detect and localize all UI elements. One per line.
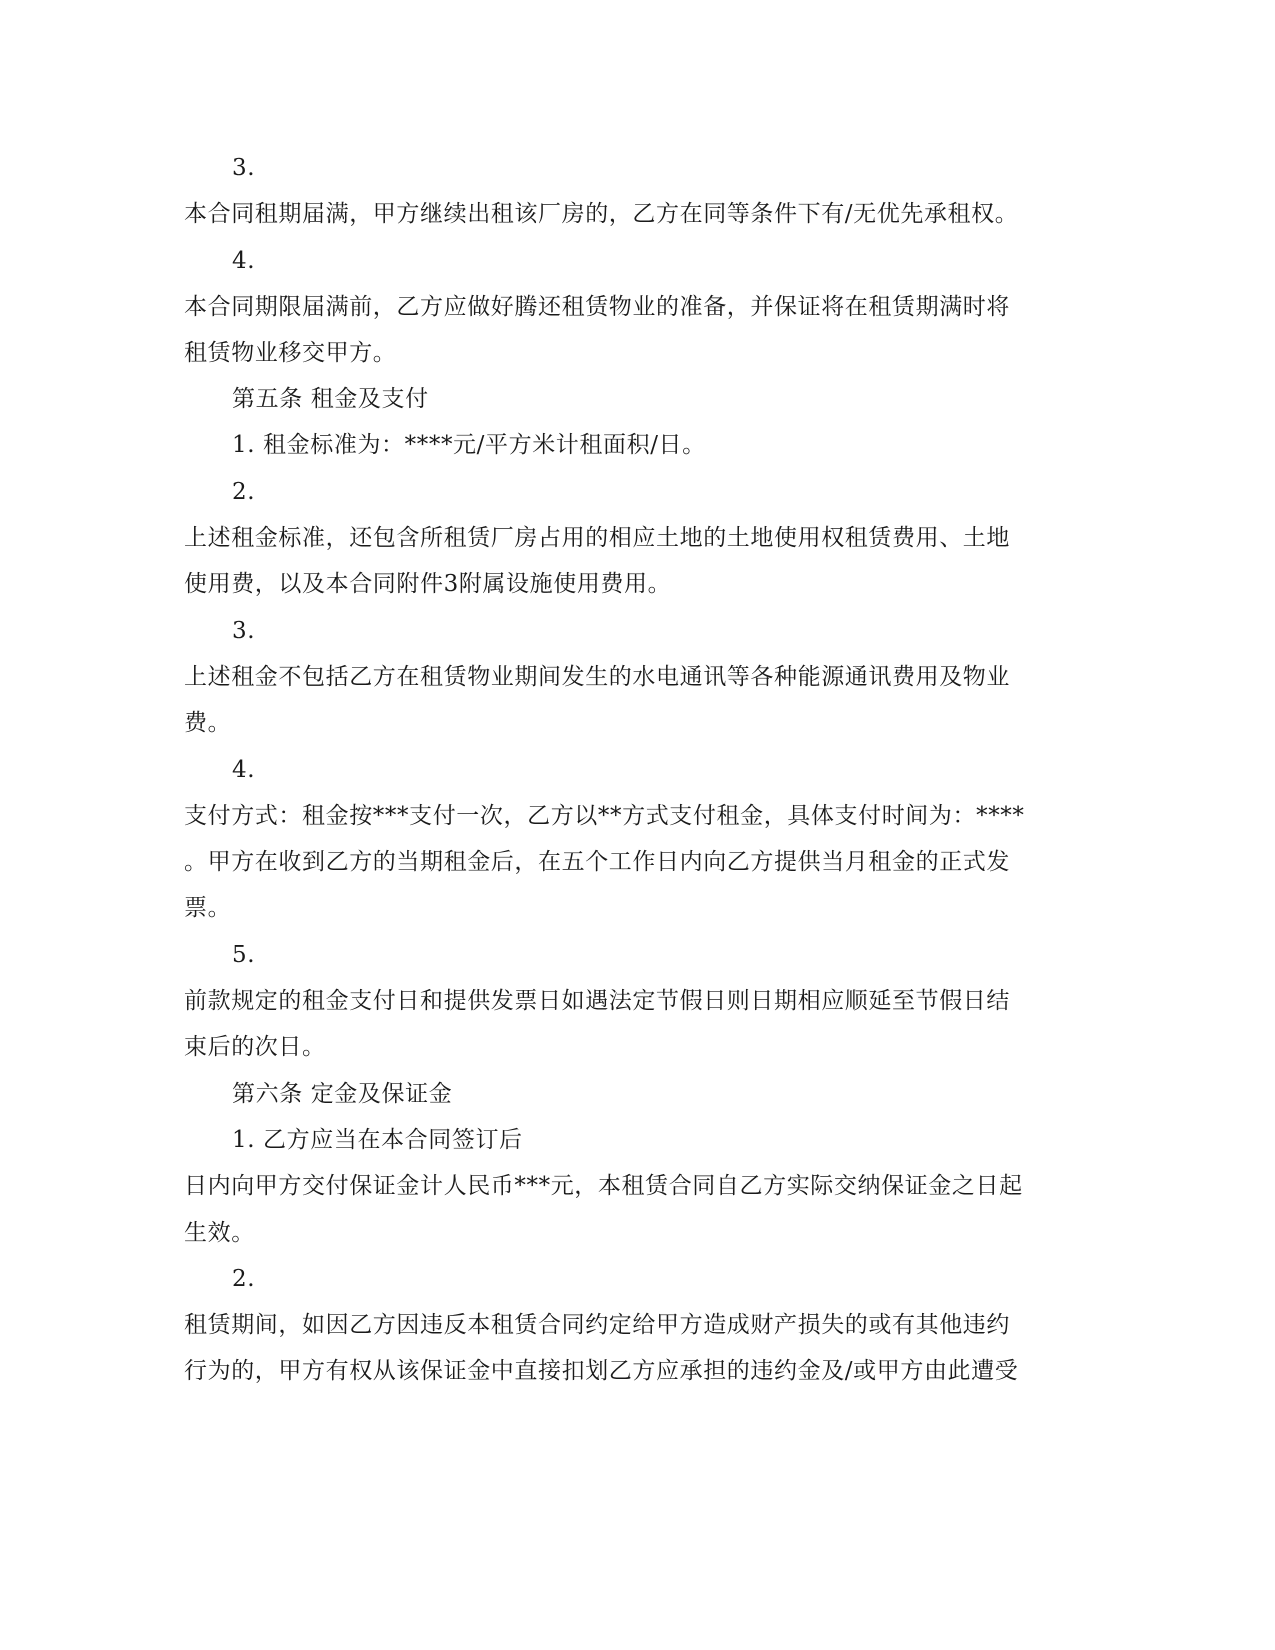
item-number: 3.: [232, 618, 256, 644]
paragraph-line: 前款规定的租金支付日和提供发票日如遇法定节假日则日期相应顺延至节假日结: [184, 988, 1010, 1014]
item-number: 4.: [232, 248, 256, 274]
paragraph-line: 行为的，甲方有权从该保证金中直接扣划乙方应承担的违约金及/或甲方由此遭受: [184, 1358, 1019, 1384]
paragraph-line: 支付方式：租金按***支付一次，乙方以**方式支付租金，具体支付时间为：****: [184, 803, 1025, 829]
paragraph-line: 票。: [184, 895, 232, 921]
paragraph-line: 上述租金标准，还包含所租赁厂房占用的相应土地的土地使用权租赁费用、土地: [184, 525, 1010, 551]
item-number: 2.: [232, 479, 256, 505]
item-number: 2.: [232, 1266, 256, 1292]
item-number: 4.: [232, 757, 256, 783]
paragraph-line: 租赁物业移交甲方。: [184, 340, 397, 366]
paragraph-line: 生效。: [184, 1220, 255, 1246]
item-number: 5.: [232, 942, 256, 968]
paragraph-line: 日内向甲方交付保证金计人民币***元，本租赁合同自乙方实际交纳保证金之日起: [184, 1173, 1023, 1199]
paragraph-line: 使用费，以及本合同附件3附属设施使用费用。: [184, 571, 672, 597]
article-heading: 第五条 租金及支付: [232, 386, 429, 412]
paragraph-line: 1. 租金标准为：****元/平方米计租面积/日。: [232, 432, 706, 458]
item-number: 3.: [232, 155, 256, 181]
paragraph-line: 本合同期限届满前，乙方应做好腾还租赁物业的准备，并保证将在租赁期满时将: [184, 294, 1010, 320]
paragraph-line: 。甲方在收到乙方的当期租金后，在五个工作日内向乙方提供当月租金的正式发: [184, 849, 1010, 875]
paragraph-line: 费。: [184, 710, 232, 736]
paragraph-line: 本合同租期届满，甲方继续出租该厂房的，乙方在同等条件下有/无优先承租权。: [184, 201, 1019, 227]
paragraph-line: 1. 乙方应当在本合同签订后: [232, 1127, 523, 1153]
paragraph-line: 束后的次日。: [184, 1034, 326, 1060]
paragraph-line: 上述租金不包括乙方在租赁物业期间发生的水电通讯等各种能源通讯费用及物业: [184, 664, 1010, 690]
article-heading: 第六条 定金及保证金: [232, 1081, 453, 1107]
paragraph-line: 租赁期间，如因乙方因违反本租赁合同约定给甲方造成财产损失的或有其他违约: [184, 1312, 1010, 1338]
